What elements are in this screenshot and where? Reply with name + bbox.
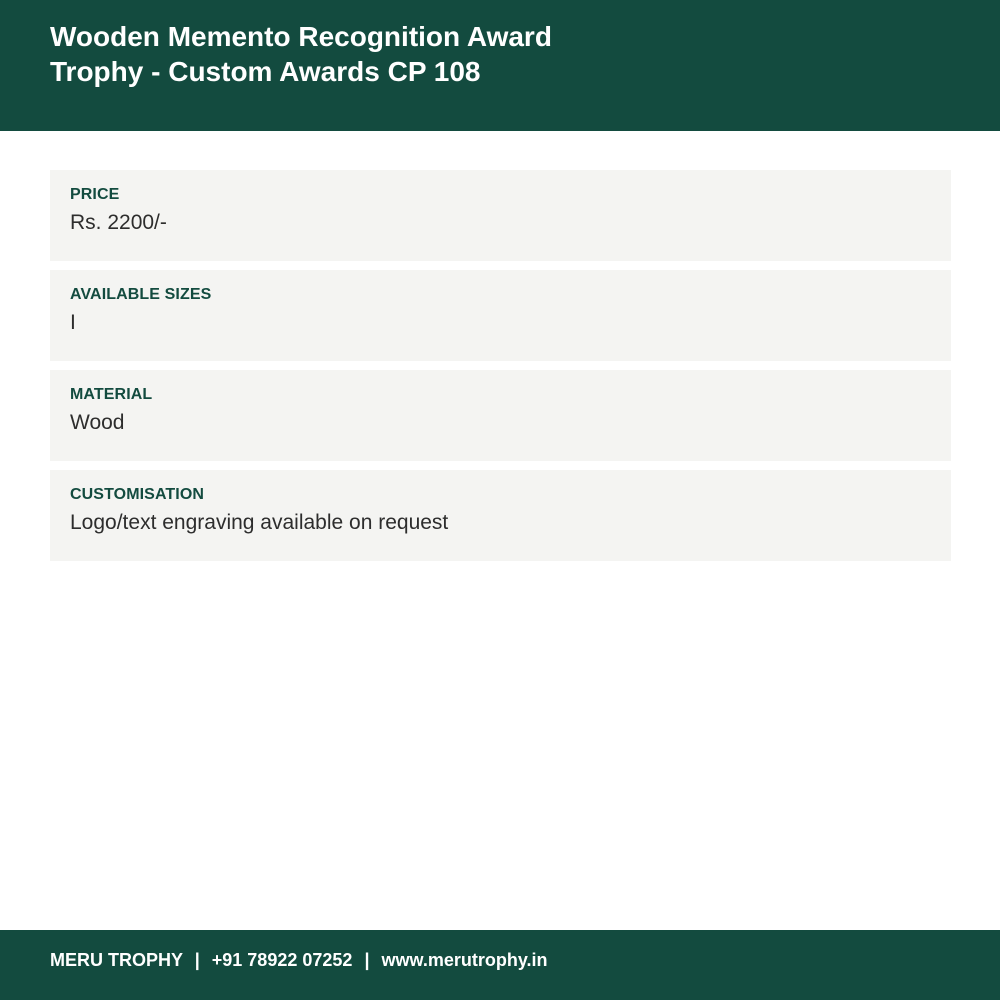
footer-separator: | xyxy=(364,950,370,970)
footer-bar xyxy=(0,930,1000,1000)
phone-number: +91 78922 07252 xyxy=(211,950,353,970)
brand-name: MERU TROPHY xyxy=(50,950,183,970)
material-label: MATERIAL xyxy=(70,386,153,403)
material-card xyxy=(50,370,951,461)
title-line-1: Wooden Memento Recognition Award xyxy=(50,21,552,52)
customisation-card xyxy=(50,470,951,561)
material-value: Wood xyxy=(70,411,125,434)
specifications-list xyxy=(50,170,951,570)
footer-contact xyxy=(50,949,548,971)
available-sizes-value: I xyxy=(70,311,76,334)
page-title xyxy=(50,19,610,89)
customisation-value: Logo/text engraving available on request xyxy=(70,511,449,534)
available-sizes-card xyxy=(50,270,951,361)
customisation-label: CUSTOMISATION xyxy=(70,486,205,503)
footer-separator: | xyxy=(194,950,200,970)
header-bar xyxy=(0,0,1000,131)
price-card xyxy=(50,170,951,261)
website-address: www.merutrophy.in xyxy=(381,950,548,970)
title-line-2: Trophy - Custom Awards CP 108 xyxy=(50,56,481,87)
price-label: PRICE xyxy=(70,186,120,203)
available-sizes-label: AVAILABLE SIZES xyxy=(70,286,212,303)
price-value: Rs. 2200/- xyxy=(70,211,167,234)
